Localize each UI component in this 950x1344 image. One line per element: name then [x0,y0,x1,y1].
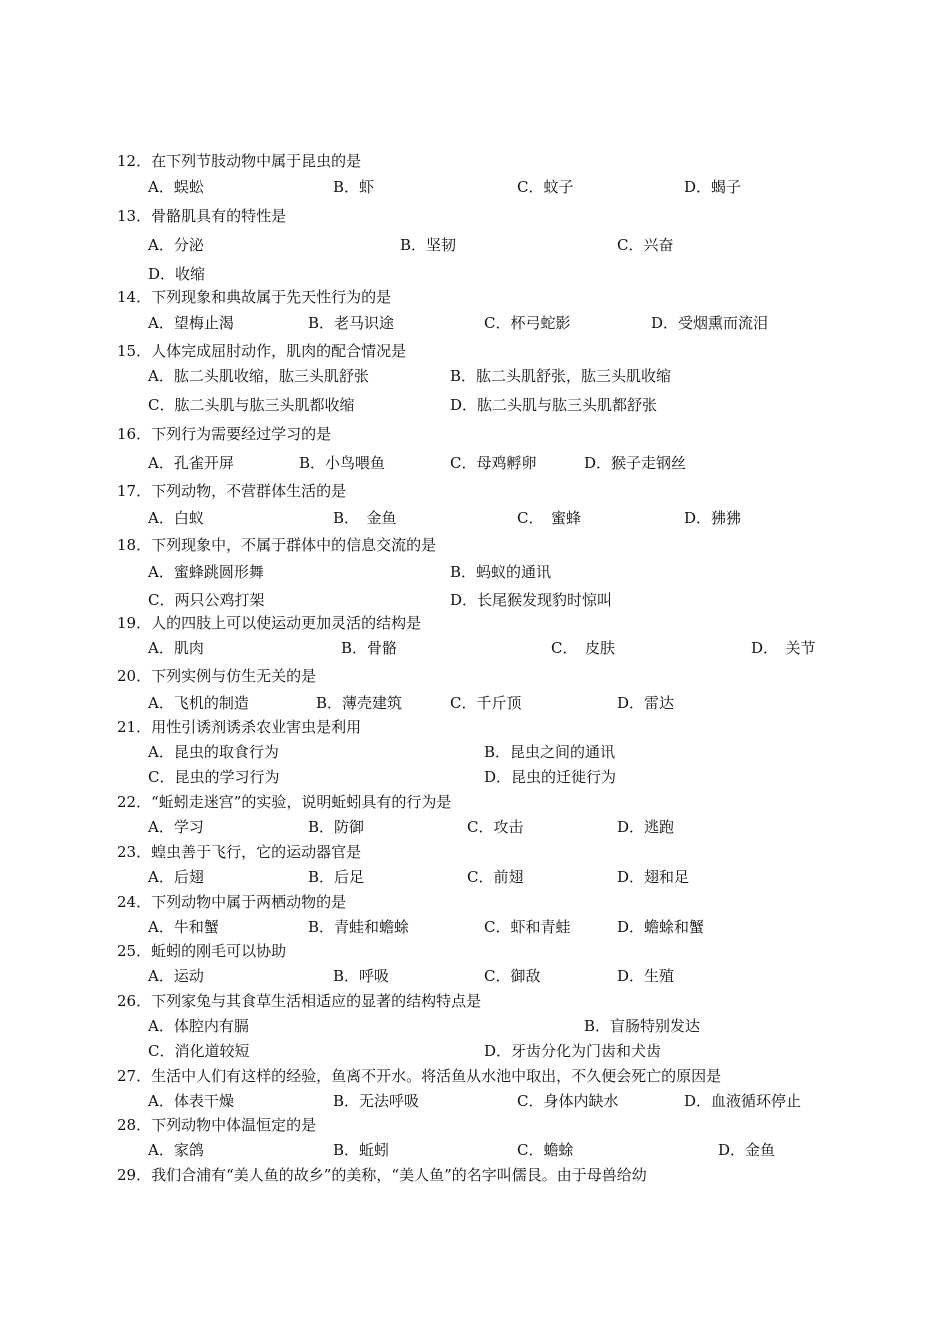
question-24: 24．下列动物中属于两栖动物的是 [117,893,347,911]
question-21: 21．用性引诱剂诱杀农业害虫是利用 [117,718,362,736]
q27-option-d: D．血液循环停止 [684,1092,802,1110]
q28-option-d: D．金鱼 [718,1141,776,1159]
q16-option-d: D．猴子走钢丝 [584,454,687,472]
q25-option-c: C．御敌 [484,967,541,985]
q27-option-c: C．身体内缺水 [517,1092,619,1110]
question-18: 18．下列现象中，不属于群体中的信息交流的是 [117,536,437,554]
q24-option-c: C．虾和青蛙 [484,918,571,936]
q26-option-a: A．体腔内有膈 [148,1017,249,1035]
question-23: 23．蝗虫善于飞行，它的运动器官是 [117,843,362,861]
q13-option-d: D．收缩 [148,265,206,283]
question-22: 22．“蚯蚓走迷宫”的实验，说明蚯蚓具有的行为是 [117,793,452,811]
q18-option-c: C．两只公鸡打架 [148,591,265,609]
q24-option-b: B．青蛙和蟾蜍 [308,918,410,936]
q23-option-d: D．翅和足 [617,868,690,886]
question-27: 27．生活中人们有这样的经验，鱼离不开水。将活鱼从水池中取出，不久便会死亡的原因是 [117,1067,722,1085]
q19-option-d: D． 关节 [751,639,816,657]
question-19: 19．人的四肢上可以使运动更加灵活的结构是 [117,614,422,632]
q23-option-b: B．后足 [308,868,365,886]
q22-option-b: B．防御 [308,818,365,836]
q28-option-b: B．蚯蚓 [333,1141,390,1159]
q23-option-a: A．后翅 [148,868,204,886]
question-14: 14．下列现象和典故属于先天性行为的是 [117,288,392,306]
q15-option-d: D．肱二头肌与肱三头肌都舒张 [450,396,658,414]
q25-option-a: A．运动 [148,967,204,985]
q26-option-b: B．盲肠特别发达 [584,1017,701,1035]
question-17: 17．下列动物，不营群体生活的是 [117,482,347,500]
question-26: 26．下列家兔与其食草生活相适应的显著的结构特点是 [117,992,482,1010]
q22-option-a: A．学习 [148,818,204,836]
q16-option-b: B．小鸟喂鱼 [299,454,386,472]
q19-option-a: A．肌肉 [148,639,204,657]
q14-option-a: A．望梅止渴 [148,314,234,332]
q18-option-d: D．长尾猴发现豹时惊叫 [450,591,613,609]
q27-option-b: B．无法呼吸 [333,1092,420,1110]
q26-option-d: D．牙齿分化为门齿和犬齿 [484,1042,662,1060]
q24-option-d: D．蟾蜍和蟹 [617,918,705,936]
q13-option-a: A．分泌 [148,236,204,254]
q20-option-a: A．飞机的制造 [148,694,249,712]
q26-option-c: C．消化道较短 [148,1042,250,1060]
q13-option-b: B．坚韧 [400,236,457,254]
q22-option-d: D．逃跑 [617,818,675,836]
q28-option-a: A．家鸽 [148,1141,204,1159]
q21-option-b: B．昆虫之间的通讯 [484,743,616,761]
q28-option-c: C．蟾蜍 [517,1141,574,1159]
q23-option-c: C．前翅 [467,868,524,886]
q17-option-a: A．白蚁 [148,509,204,527]
q12-option-c: C．蚊子 [517,178,574,196]
question-28: 28．下列动物中体温恒定的是 [117,1116,317,1134]
q14-option-d: D．受烟熏而流泪 [651,314,769,332]
question-13: 13．骨骼肌具有的特性是 [117,207,287,225]
q14-option-c: C．杯弓蛇影 [484,314,571,332]
question-29: 29．我们合浦有“美人鱼的故乡”的美称，“美人鱼”的名字叫儒艮。由于母兽给幼 [117,1166,647,1184]
q27-option-a: A．体表干燥 [148,1092,234,1110]
q21-option-a: A．昆虫的取食行为 [148,743,279,761]
q14-option-b: B．老马识途 [308,314,395,332]
q24-option-a: A．牛和蟹 [148,918,219,936]
q22-option-c: C．攻击 [467,818,524,836]
q25-option-b: B．呼吸 [333,967,390,985]
q18-option-a: A．蜜蜂跳圆形舞 [148,563,264,581]
q17-option-c: C． 蜜蜂 [517,509,581,527]
q21-option-d: D．昆虫的迁徙行为 [484,768,617,786]
q20-option-c: C．千斤顶 [450,694,522,712]
question-15: 15．人体完成屈肘动作，肌肉的配合情况是 [117,342,407,360]
q15-option-a: A．肱二头肌收缩，肱三头肌舒张 [148,367,369,385]
q17-option-d: D．狒狒 [684,509,742,527]
question-25: 25．蚯蚓的刚毛可以协助 [117,942,287,960]
q19-option-c: C． 皮肤 [551,639,615,657]
question-16: 16．下列行为需要经过学习的是 [117,425,332,443]
q16-option-c: C．母鸡孵卵 [450,454,537,472]
q12-option-b: B．虾 [333,178,375,196]
q12-option-a: A．蜈蚣 [148,178,204,196]
q21-option-c: C．昆虫的学习行为 [148,768,280,786]
q15-option-c: C．肱二头肌与肱三头肌都收缩 [148,396,355,414]
q12-option-d: D．蝎子 [684,178,742,196]
q20-option-b: B．薄壳建筑 [316,694,403,712]
q19-option-b: B．骨骼 [341,639,398,657]
question-20: 20．下列实例与仿生无关的是 [117,667,317,685]
q16-option-a: A．孔雀开屏 [148,454,234,472]
q18-option-b: B．蚂蚁的通讯 [450,563,552,581]
q15-option-b: B．肱二头肌舒张，肱三头肌收缩 [450,367,672,385]
q25-option-d: D．生殖 [617,967,675,985]
q17-option-b: B． 金鱼 [333,509,397,527]
q20-option-d: D．雷达 [617,694,675,712]
q13-option-c: C．兴奋 [617,236,674,254]
question-12: 12．在下列节肢动物中属于昆虫的是 [117,152,362,170]
